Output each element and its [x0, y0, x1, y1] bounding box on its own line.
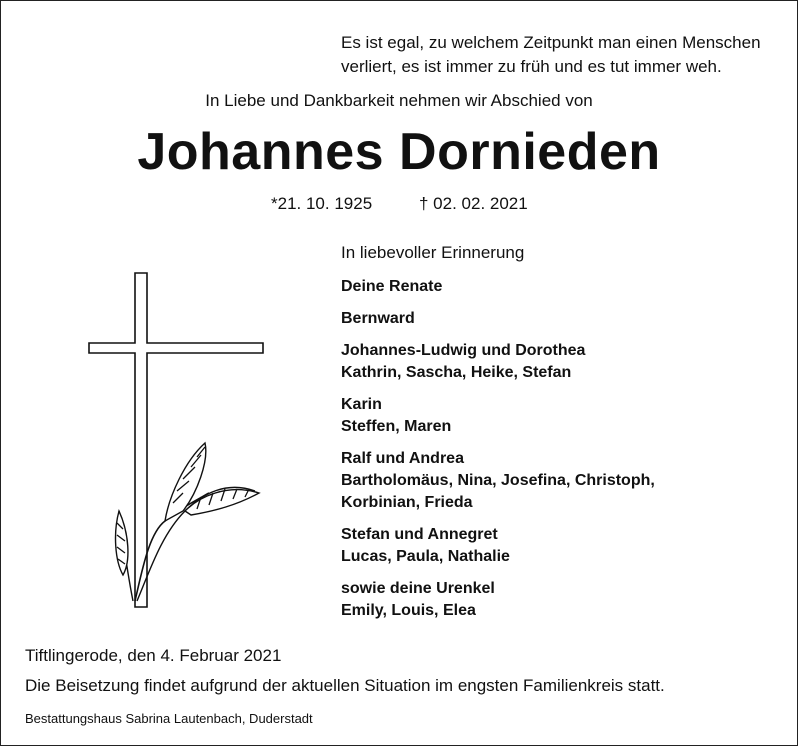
- quote-line: verliert, es ist immer zu früh und es tut immer weh.: [341, 57, 722, 76]
- family-line: Lucas, Paula, Nathalie: [341, 548, 510, 565]
- family-group: [341, 340, 781, 384]
- burial-note: Die Beisetzung findet aufgrund der aktuellen Situation im engsten Familienkreis statt.: [25, 676, 665, 695]
- intro-text: In Liebe und Dankbarkeit nehmen wir Abschied von: [205, 91, 593, 110]
- family-group: [341, 276, 781, 298]
- family-line: Karin: [341, 396, 382, 413]
- family-line: sowie deine Urenkel: [341, 580, 495, 597]
- family-line: Bernward: [341, 310, 415, 327]
- family-group: [341, 578, 781, 622]
- family-list: [341, 276, 781, 632]
- family-group: [341, 448, 781, 514]
- death-date: † 02. 02. 2021: [419, 194, 528, 213]
- family-group: [341, 308, 781, 330]
- quote: [341, 31, 781, 79]
- family-line: Stefan und Annegret: [341, 526, 498, 543]
- family-line: Emily, Louis, Elea: [341, 602, 476, 619]
- cross-with-wheat-icon: [87, 271, 267, 611]
- memory-line: In liebevoller Erinnerung: [341, 243, 525, 262]
- family-line: Deine Renate: [341, 278, 443, 295]
- family-line: Steffen, Maren: [341, 418, 452, 435]
- funeral-home: Bestattungshaus Sabrina Lautenbach, Duderstadt: [25, 711, 313, 726]
- family-group: [341, 524, 781, 568]
- family-line: Korbinian, Frieda: [341, 494, 473, 511]
- quote-line: Es ist egal, zu welchem Zeitpunkt man einen Menschen: [341, 33, 761, 52]
- life-dates: [271, 194, 571, 214]
- family-line: Ralf und Andrea: [341, 450, 464, 467]
- family-line: Johannes-Ludwig und Dorothea: [341, 342, 586, 359]
- family-group: [341, 394, 781, 438]
- birth-date: *21. 10. 1925: [271, 194, 373, 213]
- deceased-name: Johannes Dornieden: [137, 123, 661, 181]
- family-line: Kathrin, Sascha, Heike, Stefan: [341, 364, 572, 381]
- place-date: Tiftlingerode, den 4. Februar 2021: [25, 646, 282, 665]
- family-line: Bartholomäus, Nina, Josefina, Christoph,: [341, 472, 655, 489]
